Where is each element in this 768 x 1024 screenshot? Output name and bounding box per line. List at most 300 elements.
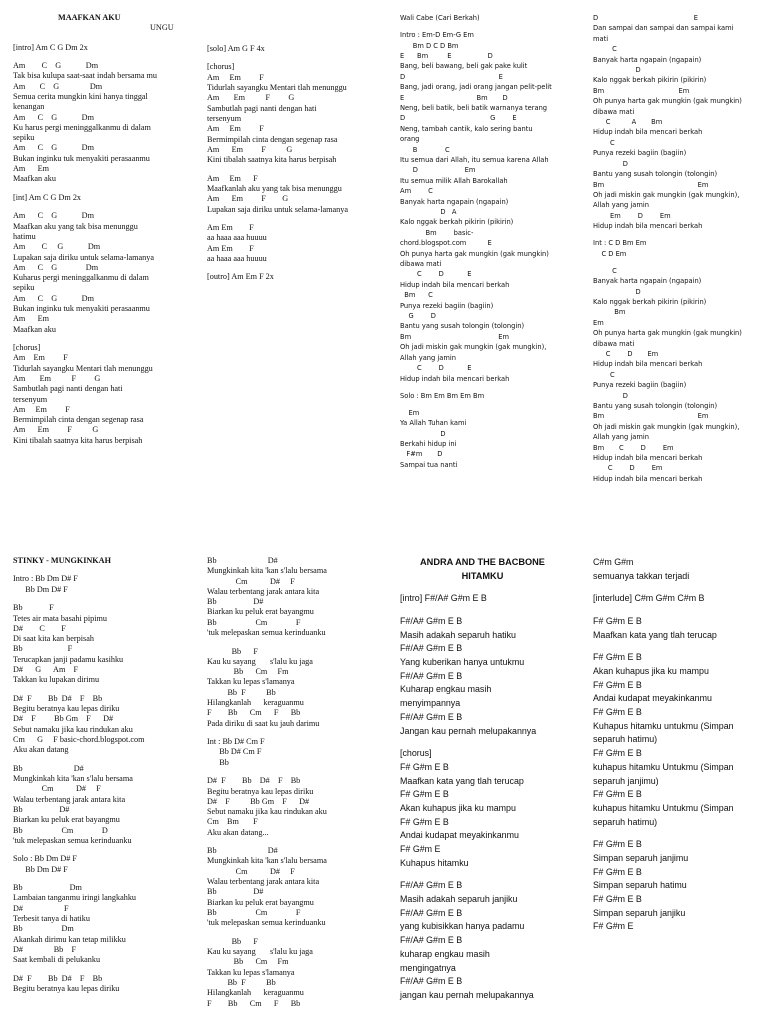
lyric-line <box>207 838 392 846</box>
lyric-line: Maafkan kata yang tlah terucap <box>400 775 524 786</box>
lyric-line: Walau terbentang jarak antara kita <box>207 586 320 596</box>
lyric-line: D# G Am F <box>13 665 79 675</box>
lyric-line: semuanya takkan terjadi <box>593 570 690 581</box>
lyric-line: Bb Cm Fm <box>207 667 289 677</box>
lyric-line: E Bm D <box>400 93 508 102</box>
lyric-line: F# G#m E B <box>593 679 642 690</box>
lyric-line: Solo : Bm Em Bm Em Bm <box>400 391 485 400</box>
lyric-line: Akan kuhapus jika ku mampu <box>593 665 709 676</box>
lyric-line: Bb F <box>207 936 258 946</box>
lyric-line: Takkan ku lepas s'lamanya <box>207 967 295 977</box>
lyric-line: F#/A# G#m E B <box>400 643 463 654</box>
lyric-line: Maafkanlah aku yang tak bisa menunggu <box>207 183 342 193</box>
lyric-line: Takkan ku lupakan dirimu <box>13 675 100 685</box>
lyric-line: Bb D# <box>207 887 264 897</box>
lyric-line: Kuharus pergi meninggalkanmu di dalam <box>13 273 149 283</box>
lyric-line <box>207 264 392 272</box>
lyric-line: Cm D# F <box>207 576 295 586</box>
lyric-line: Kalo nggak berkah pikirin (pikirin) <box>400 218 514 227</box>
lyric-line: Hidup indah bila mencari berkah <box>593 474 703 483</box>
lyric-line: [chorus] <box>207 62 235 72</box>
lyric-line: Cm D# F <box>207 866 295 876</box>
lyric-line <box>207 638 392 646</box>
lyric-line: D <box>593 391 628 400</box>
lyric-line: [interlude] C#m G#m C#m B <box>593 593 705 604</box>
lyric-line: Am C G Dm <box>13 242 101 252</box>
lyric-line <box>400 870 585 879</box>
lyric-line: Kalo nggak berkah pikirin (pikirin) <box>593 297 707 306</box>
lyric-line: Simpan separuh hatimu <box>593 880 687 891</box>
lyric-line <box>207 729 392 737</box>
lyric-line: Simpan separuh janjimu <box>593 852 689 863</box>
lyric-line: Akankah dirimu kan tetap milikku <box>13 934 126 944</box>
lyric-line: Hidup indah bila mencari berkah <box>593 454 703 463</box>
lyric-line: Bb F <box>13 603 54 613</box>
lyric-line: Masih adakah separuh janjiku <box>400 894 518 905</box>
lyric-line: separuh janjimu) <box>593 775 659 786</box>
lyric-line: Itu semua milik Allah Barokallah <box>400 176 508 185</box>
lyric-line: Punya rezeki bagiin (bagiin) <box>593 149 687 158</box>
lyric-line: D <box>400 429 446 438</box>
lyric-line: Am Em <box>13 164 49 174</box>
lyric-line: Am C G Dm <box>13 262 99 272</box>
lyric-line: 'tuk melepaskan semua kerinduanku <box>13 835 132 845</box>
lyric-line: Bukan inginku tuk menyakiti perasaanmu <box>13 303 150 313</box>
lyric-line: Solo : Bb Dm D# F <box>13 854 77 864</box>
lyric-line <box>13 966 198 974</box>
lyric-line: [int] Am C G Dm 2x <box>13 192 82 202</box>
lyric-line: Berkahi hidup ini <box>400 439 457 448</box>
lyric-line: Bb D# Cm F <box>207 747 262 757</box>
lyric-line: D# F Bb D# F Bb <box>207 776 301 786</box>
lyric-line <box>593 583 768 592</box>
lyric-line: Sambutlah pagi nanti dengan hati <box>13 384 123 394</box>
lyric-line: Kalo nggak berkah pikirin (pikirin) <box>593 76 707 85</box>
andra-column-1 <box>400 556 585 1003</box>
lyrics-block <box>13 43 198 446</box>
lyric-line: Bb Dm <box>13 883 82 893</box>
lyric-line: Oh punya harta gak mungkin (gak mungkin) <box>593 329 742 338</box>
lyric-line: C <box>593 370 615 379</box>
lyric-line: [outro] Am Em F 2x <box>207 272 274 282</box>
lyric-line: D Em <box>400 166 476 175</box>
lyrics-block <box>207 44 392 283</box>
lyric-line: C D Em <box>593 249 627 258</box>
lyric-line: Bukan inginku tuk menyakiti perasaanmu <box>13 153 150 163</box>
lyric-line: Oh jadi miskin gak mungkin (gak mungkin), <box>400 343 547 352</box>
lyric-line: Bb Dm D# F <box>13 584 68 594</box>
lyric-line: Bb Cm D <box>13 825 108 835</box>
lyric-line: separuh hatimu) <box>593 734 658 745</box>
lyric-line: Bb F Bb <box>207 977 276 987</box>
lyric-line: F# G#m E B <box>593 866 642 877</box>
lyric-line <box>207 929 392 937</box>
lyric-line: Tetes air mata basahi pipimu <box>13 613 108 623</box>
lyric-line: Am C G Dm <box>13 61 99 71</box>
lyric-line: Aku akan datang... <box>207 827 269 837</box>
lyric-line: D# F Bb D# F Bb <box>13 973 103 983</box>
lyric-line <box>13 203 198 211</box>
lyric-line: Mungkinkah kita 'kan s'lalu bersama <box>13 774 133 784</box>
lyric-line: F# G#m E B <box>593 615 642 626</box>
lyric-line: D A <box>400 208 457 216</box>
lyric-line: yang kubisikkan hanya padamu <box>400 921 525 932</box>
lyric-line: Int : C D Bm Em <box>593 239 647 248</box>
lyric-line: separuh hatimu) <box>593 816 658 827</box>
lyric-line: Bb F Bb <box>207 687 276 697</box>
lyric-line: C <box>593 45 617 54</box>
lyric-line: E Bm E D <box>400 51 493 60</box>
lyric-line: aa haaa aaa huuuu <box>207 233 267 243</box>
song-title-stinky: STINKY - MUNGKINKAH <box>13 556 111 565</box>
lyric-line: Bermimpilah cinta dengan segenap rasa <box>13 415 144 425</box>
lyric-line: dibawa mati <box>593 107 635 116</box>
lyric-line: Am Em F <box>207 124 264 134</box>
lyric-line: Bm Em <box>593 412 709 421</box>
lyrics-block <box>207 556 392 1009</box>
lyric-line: Cm D# F <box>13 784 101 794</box>
lyric-line: Am Em F <box>207 243 254 253</box>
lyric-line: F#/A# G#m E B <box>400 711 463 722</box>
lyric-line: Bm Em <box>400 332 509 341</box>
lyric-line: Intro : Em-D Em-G Em <box>400 31 474 40</box>
lyric-line: Am C G Dm <box>13 143 94 153</box>
lyrics-block <box>593 556 768 934</box>
lyric-line: D G E <box>400 114 517 123</box>
lyric-line: Oh punya harta gak mungkin (gak mungkin) <box>593 97 742 106</box>
lyric-line <box>13 595 198 603</box>
lyric-line: Mungkinkah kita 'kan s'lalu bersama <box>207 856 327 866</box>
lyric-line: Bb Cm F <box>207 617 301 627</box>
lyric-line: Am Em F <box>207 223 254 233</box>
lyric-line: Int : Bb D# Cm F <box>207 737 265 747</box>
lyric-line <box>13 875 198 883</box>
lyric-line: F Bb Cm F Bb <box>207 998 301 1008</box>
lyric-line <box>207 165 392 173</box>
lyric-line: F#/A# G#m E B <box>400 935 463 946</box>
lyric-line: Andai kudapat meyakinkanmu <box>400 830 519 841</box>
lyric-line: [chorus] <box>13 343 41 353</box>
lyric-line: F# G#m E B <box>593 894 642 905</box>
lyric-line: mengingatnya <box>400 962 456 973</box>
lyric-line: Am Em F G <box>13 425 99 435</box>
lyric-line: Neng, tambah cantik, kalo sering bantu <box>400 124 533 133</box>
lyric-line: C D Em <box>593 349 659 358</box>
lyric-line: F Bb Cm F Bb <box>207 708 301 718</box>
lyric-line: Saat kembali di pelukanku <box>13 955 101 965</box>
lyric-line: Bb D# <box>13 804 70 814</box>
lyric-line: Bang, jadi orang, jadi orang jangan pelit-pelit <box>400 83 552 92</box>
lyric-line: D# F Bb D# F Bb <box>13 693 103 703</box>
lyric-line: Bb D# <box>13 763 84 773</box>
lyric-line <box>593 829 768 838</box>
lyric-line: D E <box>400 72 503 81</box>
song-title-hitamku: HITAMKU <box>461 570 504 581</box>
lyric-line: Ku harus pergi meninggalkanmu di dalam <box>13 122 151 132</box>
lyric-line: Am C G Dm <box>13 81 103 91</box>
lyric-line: Hidup indah bila mencari berkah <box>400 374 510 383</box>
song-title-maafkan: MAAFKAN AKU <box>58 13 121 22</box>
lyric-line: Bm D C D Bm <box>400 41 459 50</box>
lyric-line <box>593 642 768 651</box>
lyric-line: Bb F <box>207 646 258 656</box>
lyric-line: Cm Bm F <box>207 817 258 827</box>
lyric-line: Bm basic- <box>400 228 474 237</box>
lyric-line: Am Em <box>13 314 49 324</box>
lyric-line: Kau ku sayang s'lalu ku jaga <box>207 947 313 957</box>
lyric-line <box>593 606 768 615</box>
lyric-line: Bb D# <box>207 556 278 565</box>
lyric-line: Bb Dm D# F <box>13 864 68 874</box>
lyric-line: Bang, beli bawang, beli gak pake kulit <box>400 62 528 71</box>
lyric-line: Aku akan datang <box>13 745 69 755</box>
lyric-line: Begitu beratnya kau lepas diriku <box>207 786 314 796</box>
lyric-line: Bb Dm <box>13 924 74 934</box>
lyric-line: Biarkan ku peluk erat bayangmu <box>207 607 314 617</box>
lyric-line: kuhapus hitamku Untukmu (Simpan <box>593 761 734 772</box>
lyric-line <box>207 768 392 776</box>
lyric-line: D <box>593 287 641 296</box>
lyric-line: kuhapus hitamku Untukmu (Simpan <box>593 802 734 813</box>
lyric-line: aa haaa aaa huuuu <box>207 253 267 263</box>
lyric-line: jangan kau pernah melupakannya <box>400 989 534 1000</box>
lyric-line: Terucapkan janji padamu kasihku <box>13 654 124 664</box>
lyric-line: Am Em F G <box>207 194 289 204</box>
lyric-line: [solo] Am G F 4x <box>207 44 265 53</box>
lyric-line: 'tuk melepaskan semua kerinduanku <box>207 918 326 928</box>
lyric-line: Bantu yang susah tolongin (tolongin) <box>593 170 718 179</box>
lyric-line: Bb Cm F <box>207 907 301 917</box>
lyric-line: C <box>593 266 617 275</box>
lyric-line: Sebut namaku jika kau rindukan aku <box>207 807 327 817</box>
walicabe-column-2 <box>593 13 768 484</box>
lyric-line: C#m G#m <box>593 557 634 567</box>
lyric-line: Walau terbentang jarak antara kita <box>13 794 126 804</box>
lyric-line <box>400 606 585 615</box>
lyric-line: Am Em F <box>13 404 70 414</box>
lyric-line <box>400 23 585 30</box>
lyric-line: Yang kuberikan hanya untukmu <box>400 657 525 667</box>
lyric-line: Biarkan ku peluk erat bayangmu <box>13 815 120 825</box>
lyric-line: Bb F <box>13 644 73 654</box>
lyric-line: Bm C D Em <box>593 443 674 452</box>
lyric-line: C D E <box>400 364 472 373</box>
lyric-line: Oh jadi miskin gak mungkin (gak mungkin), <box>593 422 740 431</box>
lyric-line <box>400 583 585 592</box>
lyric-line: Am Em F G <box>207 93 295 103</box>
lyric-line: F#/A# G#m E B <box>400 670 463 681</box>
lyric-line: Akan kuhapus jika ku mampu <box>400 802 516 813</box>
lyric-line <box>207 215 392 223</box>
lyric-line: Semua cerita mungkin kini hanya tinggal <box>13 91 148 101</box>
song-title-andra: ANDRA AND THE BACBONE <box>420 557 545 567</box>
lyric-line: F# G#m E B <box>593 748 642 759</box>
lyric-line: Oh punya harta gak mungkin (gak mungkin) <box>400 249 549 258</box>
lyric-line <box>13 185 198 193</box>
lyric-line: Bm Em <box>593 180 709 189</box>
lyric-line: Simpan separuh janjiku <box>593 907 686 918</box>
lyric-line: Begitu beratnya kau lepas diriku <box>13 984 120 993</box>
lyric-line: Terbesit tanya di hatiku <box>13 914 90 924</box>
lyric-line: Kini tibalah saatnya kita harus berpisah <box>207 155 337 165</box>
lyric-line: Maafkan aku <box>13 324 56 334</box>
lyrics-block <box>593 13 768 484</box>
lyric-line: F#m D <box>400 450 443 459</box>
lyric-line: Bm <box>593 308 626 317</box>
lyric-line: F# G#m E B <box>400 816 449 827</box>
lyric-line: Sebut namaku jika kau rindukan aku <box>13 724 133 734</box>
lyric-line: Allah yang jamin <box>593 201 649 210</box>
lyric-line: sepiku <box>13 283 35 293</box>
stinky-column-2 <box>207 556 392 1009</box>
lyric-line: Am C <box>400 187 433 196</box>
lyric-line: Banyak harta ngapain (ngapain) <box>593 55 702 64</box>
lyric-line: D <box>593 66 641 75</box>
lyric-line: Hidup indah bila mencari berkah <box>593 128 703 137</box>
lyric-line: mati <box>593 34 609 43</box>
lyric-line: C D E <box>400 270 472 279</box>
lyric-line <box>400 384 585 391</box>
lyric-line: Hilangkanlah keraguanmu <box>207 988 304 998</box>
lyrics-block <box>13 566 198 994</box>
lyric-line: Itu semua dari Allah, itu semua karena Allah <box>400 155 549 164</box>
lyric-line: Am Em F G <box>13 373 101 383</box>
lyric-line: F# G#m E B <box>593 652 642 663</box>
lyric-line: Begitu beratnya kau lepas diriku <box>13 704 120 714</box>
lyric-line: F#/A# G#m E B <box>400 976 463 987</box>
maafkan-column-2 <box>207 44 392 283</box>
lyric-line: B C <box>400 145 450 154</box>
lyric-line: Allah yang jamin <box>400 353 456 362</box>
lyric-line: Takkan ku lepas s'lamanya <box>207 677 295 687</box>
lyric-line: D <box>593 159 628 168</box>
lyric-line: Allah yang jamin <box>593 433 649 442</box>
andra-column-2 <box>593 556 768 934</box>
lyric-line: Kuhapus hitamku untukmu (Simpan <box>593 720 734 731</box>
lyric-line: Bb D# <box>207 597 264 607</box>
lyric-line: Bb Cm Fm <box>207 957 289 967</box>
lyric-line: Cm G F basic-chord.blogspot.com <box>13 735 145 745</box>
lyric-line: orang <box>400 135 420 144</box>
stinky-column-1 <box>13 556 198 994</box>
lyric-line: Bb <box>207 757 229 767</box>
lyric-line: tersenyum <box>13 394 48 404</box>
lyric-line: Hidup indah bila mencari berkah <box>593 222 703 231</box>
lyric-line: Am Em F <box>13 353 68 363</box>
lyric-line: Bantu yang susah tolongin (tolongin) <box>400 322 525 331</box>
lyric-line: C A Bm <box>593 118 663 127</box>
lyric-line: Bermimpilah cinta dengan segenap rasa <box>207 134 338 144</box>
lyric-line: D# F <box>13 903 69 913</box>
lyric-line: Am C G Dm <box>13 112 94 122</box>
lyric-line: D# C F <box>13 623 66 633</box>
walicabe-column-1 <box>400 13 585 470</box>
lyric-line: Kuhapus hitamku <box>400 857 469 868</box>
lyric-line: D E <box>593 14 699 22</box>
lyric-line: Tidurlah sayangku Mentari tlah menunggu <box>13 363 153 373</box>
lyric-line: F# G#m E <box>400 844 441 855</box>
lyric-line: Banyak harta ngapain (ngapain) <box>400 197 509 206</box>
lyric-line: chord.blogspot.com E <box>400 239 492 248</box>
lyric-line: hatimu <box>13 231 36 241</box>
lyric-line: Bb D# <box>207 846 278 856</box>
lyric-line: Andai kudapat meyakinkanmu <box>593 693 712 704</box>
lyric-line <box>400 401 585 408</box>
lyric-line: sepiku <box>13 133 35 143</box>
lyric-line: F# G#m E <box>593 921 634 932</box>
lyrics-block <box>400 13 585 470</box>
lyric-line: Am C G Dm <box>13 211 94 221</box>
lyric-line: F# G#m E B <box>400 761 449 772</box>
lyric-line: D# F Bb Gm F D# <box>207 796 310 806</box>
lyric-line: kuharap engkau masih <box>400 948 490 959</box>
lyric-line: Am Em F <box>207 173 258 183</box>
lyric-line: Di saat kita kan berpisah <box>13 634 94 644</box>
lyric-line: Intro : Bb Dm D# F <box>13 574 78 584</box>
lyric-line <box>13 53 198 61</box>
lyric-line: Punya rezeki bagiin (bagiin) <box>400 301 494 310</box>
lyric-line <box>13 686 198 694</box>
lyric-line: Pada diriku di saat ku jauh darimu <box>207 718 320 728</box>
lyric-line: Jangan kau pernah melupakannya <box>400 725 537 736</box>
lyric-line: Ya Allah Tuhan kami <box>400 419 467 428</box>
lyric-line: dibawa mati <box>400 260 442 269</box>
lyric-line: dibawa mati <box>593 339 635 348</box>
lyric-line: Sampai tua nanti <box>400 460 458 469</box>
lyric-line: Tak bisa kulupa saat-saat indah bersama mu <box>13 71 158 81</box>
lyric-line <box>13 335 198 343</box>
lyric-line: F#/A# G#m E B <box>400 615 463 626</box>
lyric-line: F# G#m E B <box>593 839 642 850</box>
lyric-line: Lupakan saja diriku untuk selama-lamanya <box>207 204 348 214</box>
lyric-line: F# G#m E B <box>400 789 449 800</box>
lyric-line: Hilangkanlah keraguanmu <box>207 698 304 708</box>
lyric-line: Wali Cabe (Cari Berkah) <box>400 14 480 22</box>
lyric-line: Oh jadi miskin gak mungkin (gak mungkin), <box>593 190 740 199</box>
lyric-line: Mungkinkah kita 'kan s'lalu bersama <box>207 566 327 576</box>
lyric-line: D# F Bb Gm F D# <box>13 714 114 724</box>
lyric-line: Maafkan aku <box>13 174 56 184</box>
lyric-line <box>593 232 768 239</box>
lyric-line: Bantu yang susah tolongin (tolongin) <box>593 402 718 410</box>
lyric-line: tersenyum <box>207 113 242 123</box>
lyric-line: F#/A# G#m E B <box>400 907 463 918</box>
lyric-line: Hidup indah bila mencari berkah <box>400 280 510 289</box>
lyric-line: D# Bb F <box>13 944 77 954</box>
lyric-line: Am C G Dm <box>13 293 94 303</box>
lyric-line: Biarkan ku peluk erat bayangmu <box>207 897 314 907</box>
lyric-line: kenangan <box>13 102 45 112</box>
lyric-line: Tidurlah sayangku Mentari tlah menunggu <box>207 83 347 93</box>
lyric-line: F#/A# G#m E B <box>400 880 463 891</box>
lyric-line: Em <box>400 408 420 417</box>
lyric-line: Kuharap engkau masih <box>400 684 492 695</box>
lyric-line: Lupakan saja diriku untuk selama-lamanya <box>13 252 154 262</box>
lyric-line: C <box>593 138 615 147</box>
lyric-line: Masih adakah separuh hatiku <box>400 629 516 640</box>
lyric-line: Em D Em <box>593 211 671 220</box>
lyric-line: [intro] Am C G Dm 2x <box>13 42 88 52</box>
lyric-line: F# G#m E B <box>593 789 642 800</box>
lyric-line <box>13 756 198 764</box>
lyric-line: Sambutlah pagi nanti dengan hati <box>207 103 317 113</box>
lyric-line <box>13 566 198 574</box>
lyric-line: menyimpannya <box>400 698 461 709</box>
lyric-line: Neng, beli batik, beli batik warnanya terang <box>400 103 548 112</box>
lyric-line: [intro] F#/A# G#m E B <box>400 593 487 604</box>
lyric-line: Walau terbentang jarak antara kita <box>207 877 320 887</box>
lyric-line: Am Em F G <box>207 144 293 154</box>
